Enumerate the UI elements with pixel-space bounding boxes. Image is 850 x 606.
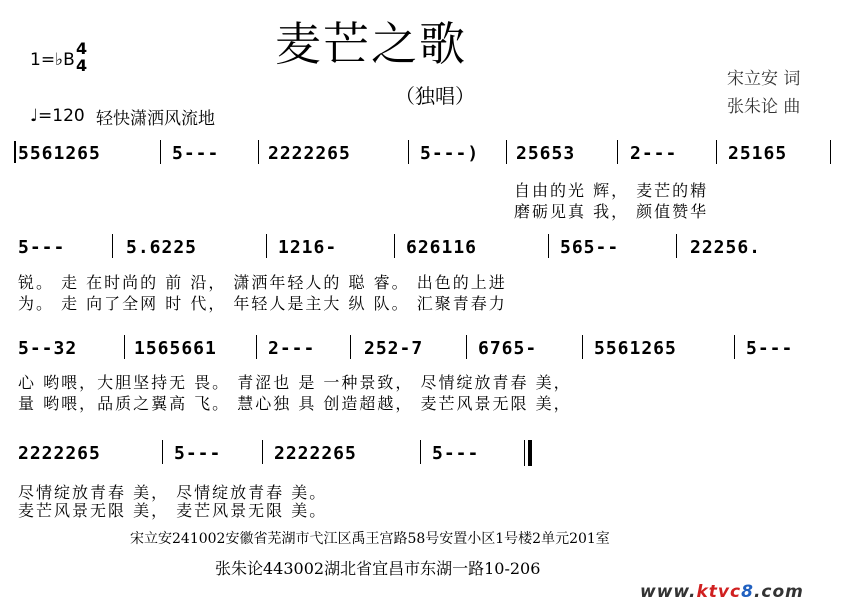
measure: 2222265 <box>18 443 101 464</box>
measure: 22256. <box>690 237 762 258</box>
bar-line <box>112 234 113 258</box>
measure: 25165 <box>728 143 788 164</box>
measure: 25653 <box>516 143 576 164</box>
measure: 1565661 <box>134 338 217 359</box>
watermark-prefix: www. <box>640 582 697 602</box>
final-bar-thin <box>524 440 525 466</box>
bar-line <box>256 335 257 359</box>
tempo-mark: ♩=120 <box>30 106 85 126</box>
watermark-brand: ktvc <box>696 582 742 602</box>
final-bar-thick <box>528 440 532 466</box>
measure: 5561265 <box>594 338 677 359</box>
bar-line <box>676 234 677 258</box>
site-watermark <box>640 582 804 602</box>
measure: 2--- <box>630 143 678 164</box>
lyricist-address: 宋立安241002安徽省芜湖市弋江区禹王宫路58号安置小区1号楼2单元201室 <box>130 531 610 547</box>
lyric-line-1: 自由的光 辉， 麦芒的精 <box>514 181 709 200</box>
bar-line <box>160 140 161 164</box>
bar-line <box>548 234 549 258</box>
bar-line <box>420 440 421 464</box>
measure: 5--- <box>174 443 222 464</box>
measure: 1216- <box>278 237 338 258</box>
time-sig-denominator: 4 <box>76 56 88 75</box>
watermark-suffix: .com <box>753 582 804 602</box>
measure: 2222265 <box>274 443 357 464</box>
watermark-digit: 8 <box>741 582 754 602</box>
expression-mark: 轻快潇洒风流地 <box>96 109 215 129</box>
measure: 565-- <box>560 237 620 258</box>
bar-line <box>262 440 263 464</box>
measure: 626116 <box>406 237 478 258</box>
measure: 5--- <box>432 443 480 464</box>
measure: 2--- <box>268 338 316 359</box>
lyric-line-1: 尽情绽放青春 美， 尽情绽放青春 美。 <box>18 483 328 502</box>
measure: 5--- <box>172 143 220 164</box>
measure: 252-7 <box>364 338 424 359</box>
measure: 5--- <box>746 338 794 359</box>
bar-line <box>124 335 125 359</box>
subtitle: （独唱） <box>395 84 475 108</box>
measure: 5--32 <box>18 338 78 359</box>
bar-line <box>162 440 163 464</box>
time-sig-numerator: 4 <box>76 39 88 58</box>
lyric-line-2: 量 哟喂，品质之翼高 飞。 慧心独 具 创造超越， 麦芒风景无限 美， <box>18 394 572 413</box>
bar-line <box>716 140 717 164</box>
bar-line <box>350 335 351 359</box>
bar-line <box>734 335 735 359</box>
bar-line <box>394 234 395 258</box>
bar-line <box>582 335 583 359</box>
lyric-line-1: 锐。 走 在时尚的 前 沿， 潇洒年轻人的 聪 睿。 出色的上进 <box>18 273 507 292</box>
measure: 6765- <box>478 338 538 359</box>
bar-line <box>466 335 467 359</box>
measure: 5561265 <box>18 143 101 164</box>
composer-address: 张朱论443002湖北省宜昌市东湖一路10-206 <box>215 559 541 578</box>
lyric-line-1: 心 哟喂，大胆坚持无 畏。 青涩也 是 一种景致， 尽情绽放青春 美， <box>18 373 572 392</box>
bar-line <box>408 140 409 164</box>
measure: 2222265 <box>268 143 351 164</box>
measure: 5.6225 <box>126 237 198 258</box>
key-signature: 1=♭B <box>30 50 75 70</box>
lyric-line-2: 麦芒风景无限 美， 麦芒风景无限 美。 <box>18 501 328 520</box>
bar-line <box>266 234 267 258</box>
bar-line <box>617 140 618 164</box>
time-signature <box>76 40 87 74</box>
bar-line <box>506 140 507 164</box>
song-title: 麦芒之歌 <box>275 17 467 71</box>
bar-line <box>830 140 831 164</box>
lyricist-credit: 宋立安 词 <box>727 69 801 89</box>
composer-credit: 张朱论 曲 <box>727 97 801 117</box>
measure: 5--- <box>18 237 66 258</box>
measure: 5---) <box>420 143 480 164</box>
lyric-line-2: 为。 走 向了全网 时 代， 年轻人是主大 纵 队。 汇聚青春力 <box>18 294 507 313</box>
lyric-line-2: 磨砺见真 我， 颜值赞华 <box>514 202 709 221</box>
bar-line <box>258 140 259 164</box>
